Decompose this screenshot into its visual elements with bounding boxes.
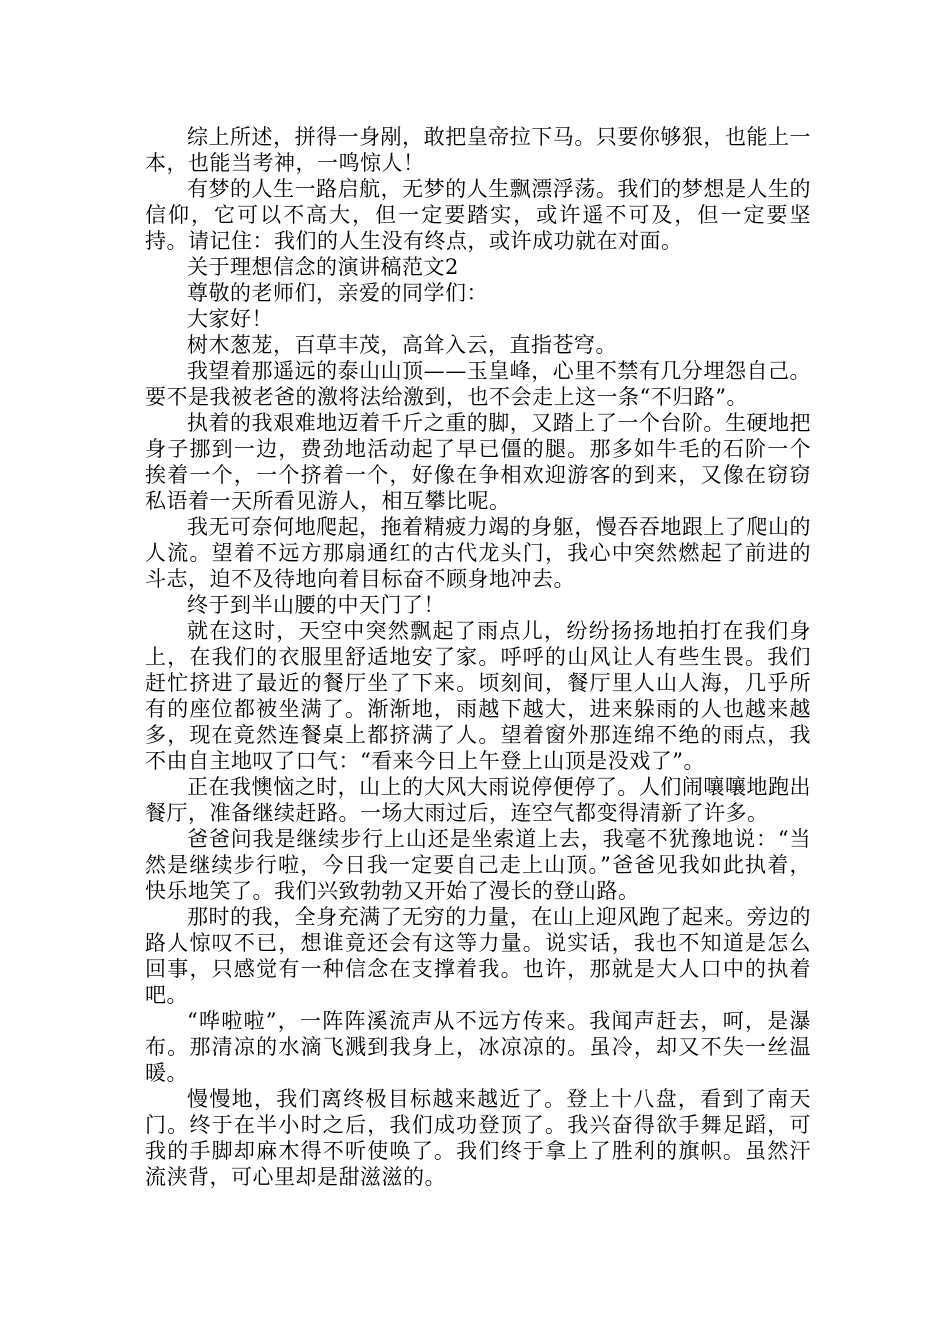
greeting: 大家好！ <box>187 307 273 331</box>
document-body <box>145 124 811 1190</box>
paragraph: 就在这时，天空中突然飘起了雨点儿，纷纷扬扬地拍打在我们身上，在我们的衣服里舒适地安了家。呼呼的山风让人有些生畏。我们赶忙挤进了最近的餐厅坐了下来。顷刻间，餐厅里人山人海，几乎所有的座位都被坐满了。渐渐地，雨越下越大，进来躲雨的人也越来越多，现在竟然连餐桌上都挤满了人。望着窗外那连绵不绝的雨点，我不由自主地叹了口气：“看来今日上午登上山顶是没戏了”。 <box>145 619 811 773</box>
paragraph: 爸爸问我是继续步行上山还是坐索道上去，我毫不犹豫地说：“当然是继续步行啦，今日我一定要自己走上山顶。”爸爸见我如此执着，快乐地笑了。我们兴致勃勃又开始了漫长的登山路。 <box>145 827 811 903</box>
paragraph: 慢慢地，我们离终极目标越来越近了。登上十八盘，看到了南天门。终于在半小时之后，我们成功登顶了。我兴奋得欲手舞足蹈，可我的手脚却麻木得不听使唤了。我们终于拿上了胜利的旗帜。虽然汗流浃背，可心里却是甜滋滋的。 <box>145 1087 811 1189</box>
paragraph: 有梦的人生一路启航，无梦的人生飘漂浮荡。我们的梦想是人生的信仰，它可以不高大，但一定要踏实，或许遥不可及，但一定要坚持。请记住：我们的人生没有终点，或许成功就在对面。 <box>145 177 811 253</box>
section-title: 关于理想信念的演讲稿范文2 <box>187 255 459 279</box>
paragraph: 执着的我艰难地迈着千斤之重的脚，又踏上了一个台阶。生硬地把身子挪到一边，费劲地活动起了早已僵的腿。那多如牛毛的石阶一个挨着一个，一个挤着一个，好像在争相欢迎游客的到来，又像在窃窃私语着一天所看见游人，相互攀比呢。 <box>145 411 811 513</box>
salutation: 尊敬的老师们，亲爱的同学们： <box>187 281 488 305</box>
paragraph: 综上所述，拼得一身剐，敢把皇帝拉下马。只要你够狠，也能上一本，也能当考神，一鸣惊人！ <box>145 125 811 175</box>
paragraph: 我无可奈何地爬起，拖着精疲力竭的身躯，慢吞吞地跟上了爬山的人流。望着不远方那扇通红的古代龙头门，我心中突然燃起了前进的斗志，迫不及待地向着目标奋不顾身地冲去。 <box>145 515 811 591</box>
paragraph: 树木葱茏，百草丰茂，高耸入云，直指苍穹。 <box>187 333 617 357</box>
paragraph: 终于到半山腰的中天门了！ <box>187 593 445 617</box>
paragraph: “哗啦啦”，一阵阵溪流声从不远方传来。我闻声赶去，呵，是瀑布。那清凉的水滴飞溅到我身上，冰凉凉的。虽冷，却又不失一丝温暖。 <box>145 1009 811 1085</box>
paragraph: 我望着那遥远的泰山山顶——玉皇峰，心里不禁有几分埋怨自己。要不是我被老爸的激将法给激到，也不会走上这一条“不归路”。 <box>145 359 811 409</box>
paragraph: 正在我懊恼之时，山上的大风大雨说停便停了。人们闹嚷嚷地跑出餐厅，准备继续赶路。一场大雨过后，连空气都变得清新了许多。 <box>145 775 811 825</box>
paragraph: 那时的我，全身充满了无穷的力量，在山上迎风跑了起来。旁边的路人惊叹不已，想谁竟还会有这等力量。说实话，我也不知道是怎么回事，只感觉有一种信念在支撑着我。也许，那就是大人口中的执着吧。 <box>145 905 811 1007</box>
